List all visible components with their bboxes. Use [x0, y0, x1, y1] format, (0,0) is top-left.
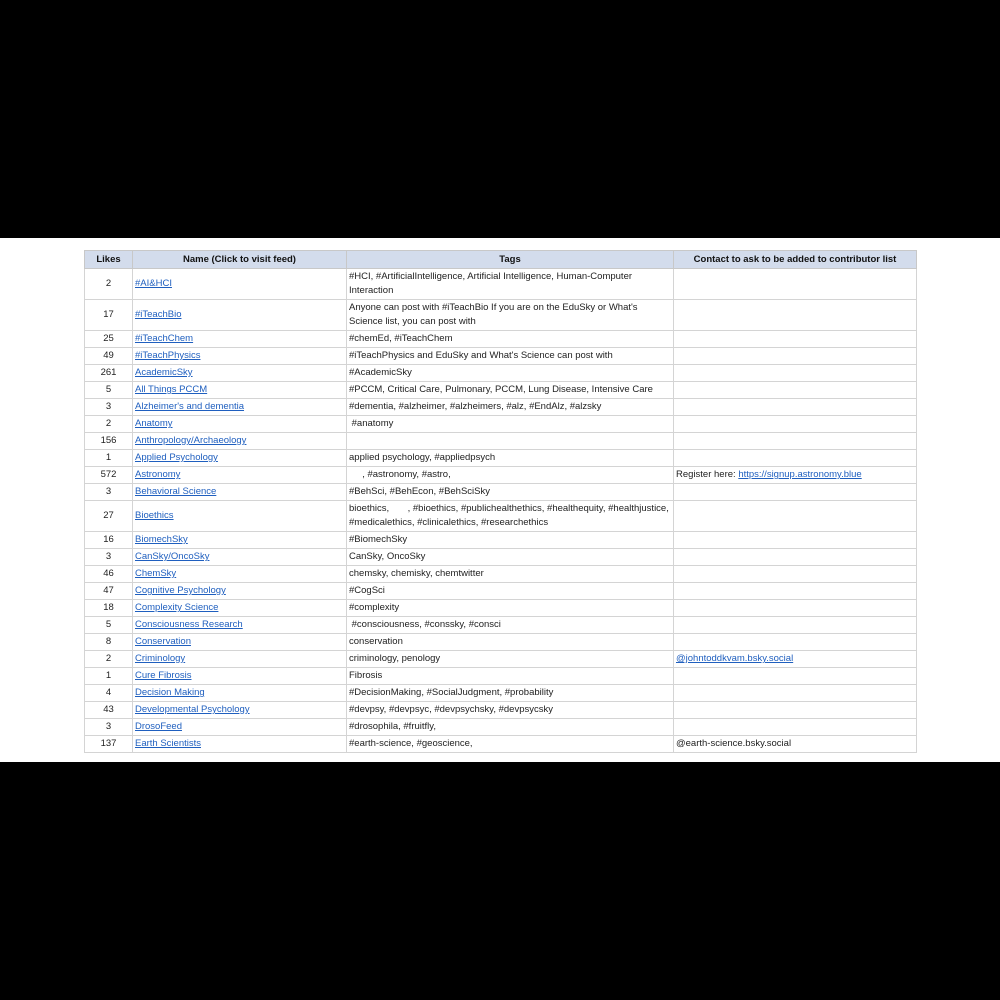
tags-text: CanSky, OncoSky	[349, 551, 426, 562]
feed-link[interactable]: Criminology	[135, 653, 186, 664]
feed-link[interactable]: ChemSky	[135, 568, 177, 579]
contact-cell	[674, 600, 917, 617]
name-cell	[133, 416, 347, 433]
tags-cell	[347, 450, 674, 467]
feed-link[interactable]: Astronomy	[135, 469, 181, 480]
tags-cell	[347, 532, 674, 549]
table-row	[85, 450, 917, 467]
table-row	[85, 365, 917, 382]
tags-text: Fibrosis	[349, 670, 383, 681]
tags-text: #drosophila, #fruitfly,	[349, 721, 436, 732]
name-cell	[133, 269, 347, 300]
table-row	[85, 566, 917, 583]
table-row	[85, 634, 917, 651]
table-row	[85, 702, 917, 719]
contact-cell	[674, 702, 917, 719]
likes-cell: 49	[85, 348, 133, 365]
tags-text: #devpsy, #devpsyc, #devpsychsky, #devpsycsky	[349, 704, 553, 715]
tags-text: chemsky, chemisky, chemtwitter	[349, 568, 484, 579]
likes-cell: 27	[85, 501, 133, 532]
name-cell	[133, 300, 347, 331]
tags-cell	[347, 600, 674, 617]
feed-link[interactable]: AcademicSky	[135, 367, 193, 378]
contact-cell	[674, 668, 917, 685]
tags-cell	[347, 484, 674, 501]
name-cell	[133, 348, 347, 365]
tags-text: applied psychology, #appliedpsych	[349, 452, 496, 463]
tags-cell	[347, 651, 674, 668]
contact-cell	[674, 583, 917, 600]
tags-text: #iTeachPhysics and EduSky and What's Science can post with	[349, 350, 613, 361]
tags-cell	[347, 719, 674, 736]
likes-cell: 2	[85, 651, 133, 668]
contact-link[interactable]: https://signup.astronomy.blue	[738, 469, 862, 480]
name-cell	[133, 532, 347, 549]
likes-cell: 47	[85, 583, 133, 600]
table-row	[85, 484, 917, 501]
contact-cell	[674, 399, 917, 416]
contact-cell	[674, 484, 917, 501]
tags-cell	[347, 566, 674, 583]
tags-cell	[347, 300, 674, 331]
likes-cell: 1	[85, 450, 133, 467]
feed-link[interactable]: #iTeachChem	[135, 333, 194, 344]
likes-cell: 16	[85, 532, 133, 549]
table-row	[85, 416, 917, 433]
contact-cell	[674, 651, 917, 668]
feed-link[interactable]: CanSky/OncoSky	[135, 551, 210, 562]
tags-text: , #astronomy, #astro,	[349, 469, 451, 480]
name-cell	[133, 617, 347, 634]
tags-cell	[347, 617, 674, 634]
tags-text: #BiomechSky	[349, 534, 408, 545]
feed-link[interactable]: Anatomy	[135, 418, 173, 429]
header-row	[85, 251, 917, 269]
name-cell	[133, 719, 347, 736]
feed-link[interactable]: Applied Psychology	[135, 452, 218, 463]
contact-cell	[674, 365, 917, 382]
feed-link[interactable]: Anthropology/Archaeology	[135, 435, 247, 446]
tags-text: #dementia, #alzheimer, #alzheimers, #alz, #EndAlz, #alzsky	[349, 401, 602, 412]
tags-cell	[347, 416, 674, 433]
feed-link[interactable]: Decision Making	[135, 687, 205, 698]
contact-cell	[674, 450, 917, 467]
name-cell	[133, 685, 347, 702]
tags-text: conservation	[349, 636, 403, 647]
tags-text: #AcademicSky	[349, 367, 412, 378]
likes-cell: 261	[85, 365, 133, 382]
name-cell	[133, 549, 347, 566]
tags-cell	[347, 331, 674, 348]
name-cell	[133, 566, 347, 583]
name-cell	[133, 382, 347, 399]
likes-cell: 3	[85, 484, 133, 501]
table-row	[85, 736, 917, 753]
name-cell	[133, 331, 347, 348]
table-row	[85, 300, 917, 331]
tags-cell	[347, 269, 674, 300]
feed-link[interactable]: Alzheimer's and dementia	[135, 401, 245, 412]
likes-cell: 156	[85, 433, 133, 450]
likes-cell: 137	[85, 736, 133, 753]
table-row	[85, 348, 917, 365]
table-body	[85, 269, 917, 753]
table-row	[85, 600, 917, 617]
name-cell	[133, 583, 347, 600]
table-row	[85, 617, 917, 634]
feed-link[interactable]: Cognitive Psychology	[135, 585, 226, 596]
name-cell	[133, 450, 347, 467]
feeds-table	[84, 250, 917, 753]
contact-cell	[674, 617, 917, 634]
contact-cell	[674, 736, 917, 753]
likes-cell: 5	[85, 617, 133, 634]
feed-link[interactable]: #iTeachPhysics	[135, 350, 201, 361]
tags-cell	[347, 348, 674, 365]
likes-cell: 43	[85, 702, 133, 719]
tags-text: Anyone can post with #iTeachBio If you are on the EduSky or What's Science list, you can post with	[349, 302, 641, 327]
name-cell	[133, 399, 347, 416]
table-row	[85, 549, 917, 566]
contact-cell	[674, 467, 917, 484]
contact-cell	[674, 719, 917, 736]
tags-text: #complexity	[349, 602, 400, 613]
likes-cell: 2	[85, 416, 133, 433]
name-cell	[133, 484, 347, 501]
likes-cell: 1	[85, 668, 133, 685]
name-cell	[133, 600, 347, 617]
tags-cell	[347, 433, 674, 450]
tags-text: #PCCM, Critical Care, Pulmonary, PCCM, Lung Disease, Intensive Care	[349, 384, 653, 395]
feed-link[interactable]: Earth Scientists	[135, 738, 201, 749]
name-cell	[133, 433, 347, 450]
table-row	[85, 331, 917, 348]
contact-cell	[674, 382, 917, 399]
table-row	[85, 651, 917, 668]
name-cell	[133, 365, 347, 382]
tags-text: #BehSci, #BehEcon, #BehSciSky	[349, 486, 491, 497]
contact-handle: @earth-science.bsky.social	[676, 738, 792, 749]
name-cell	[133, 736, 347, 753]
table-row	[85, 382, 917, 399]
tags-text: bioethics, , #bioethics, #publichealthethics, #healthequity, #healthjustice, #medicalethics, #clinicalethics, #researchethics	[349, 503, 672, 528]
contact-cell	[674, 300, 917, 331]
name-cell	[133, 467, 347, 484]
likes-cell: 18	[85, 600, 133, 617]
table-row	[85, 532, 917, 549]
tags-text: #HCI, #ArtificialIntelligence, Artificial Intelligence, Human-Computer Interaction	[349, 271, 635, 296]
feed-link[interactable]: Conservation	[135, 636, 191, 647]
tags-cell	[347, 702, 674, 719]
table-row	[85, 433, 917, 450]
tags-text: criminology, penology	[349, 653, 441, 664]
tags-cell	[347, 685, 674, 702]
feed-link[interactable]: Consciousness Research	[135, 619, 243, 630]
contact-cell	[674, 348, 917, 365]
contact-cell	[674, 634, 917, 651]
feed-link[interactable]: DrosoFeed	[135, 721, 182, 732]
spreadsheet-view	[0, 238, 1000, 762]
likes-cell: 5	[85, 382, 133, 399]
tags-text: #DecisionMaking, #SocialJudgment, #probability	[349, 687, 554, 698]
likes-cell: 25	[85, 331, 133, 348]
tags-text: #earth-science, #geoscience,	[349, 738, 473, 749]
tags-cell	[347, 549, 674, 566]
likes-cell: 3	[85, 719, 133, 736]
likes-cell: 4	[85, 685, 133, 702]
contact-link[interactable]: @johntoddkvam.bsky.social	[676, 653, 794, 664]
likes-cell: 2	[85, 269, 133, 300]
tags-cell	[347, 365, 674, 382]
tags-cell	[347, 501, 674, 532]
feed-link[interactable]: #AI&HCI	[135, 278, 172, 289]
likes-cell: 17	[85, 300, 133, 331]
contact-cell	[674, 532, 917, 549]
feed-link[interactable]: Behavioral Science	[135, 486, 217, 497]
contact-cell	[674, 566, 917, 583]
contact-cell	[674, 416, 917, 433]
contact-cell	[674, 549, 917, 566]
contact-cell	[674, 331, 917, 348]
name-cell	[133, 668, 347, 685]
tags-cell	[347, 467, 674, 484]
feed-link[interactable]: Cure Fibrosis	[135, 670, 192, 681]
name-cell	[133, 634, 347, 651]
table-row	[85, 501, 917, 532]
tags-cell	[347, 668, 674, 685]
feed-link[interactable]: Developmental Psychology	[135, 704, 250, 715]
table-row	[85, 467, 917, 484]
feed-link[interactable]: BiomechSky	[135, 534, 188, 545]
tags-cell	[347, 399, 674, 416]
contact-prefix: Register here:	[676, 469, 739, 480]
likes-cell: 8	[85, 634, 133, 651]
contact-cell	[674, 269, 917, 300]
tags-column-header[interactable]: Tags	[347, 251, 674, 269]
tags-text: #consciousness, #conssky, #consci	[349, 619, 501, 630]
table-row	[85, 269, 917, 300]
feed-link[interactable]: #iTeachBio	[135, 309, 182, 320]
name-cell	[133, 702, 347, 719]
likes-cell: 572	[85, 467, 133, 484]
contact-cell	[674, 501, 917, 532]
tags-text: #chemEd, #iTeachChem	[349, 333, 453, 344]
feed-link[interactable]: Complexity Science	[135, 602, 219, 613]
table-row	[85, 719, 917, 736]
tags-text: #CogSci	[349, 585, 385, 596]
table-row	[85, 583, 917, 600]
contact-cell	[674, 685, 917, 702]
name-column-header[interactable]: Name (Click to visit feed)	[133, 251, 347, 269]
table-row	[85, 668, 917, 685]
feed-link[interactable]: All Things PCCM	[135, 384, 208, 395]
name-cell	[133, 501, 347, 532]
tags-cell	[347, 736, 674, 753]
table-row	[85, 399, 917, 416]
likes-cell: 46	[85, 566, 133, 583]
tags-text: #anatomy	[349, 418, 394, 429]
contact-column-header[interactable]: Contact to ask to be added to contributor list	[674, 251, 917, 269]
likes-cell: 3	[85, 399, 133, 416]
tags-cell	[347, 583, 674, 600]
tags-cell	[347, 382, 674, 399]
tags-cell	[347, 634, 674, 651]
table-row	[85, 685, 917, 702]
contact-cell	[674, 433, 917, 450]
likes-column-header[interactable]: Likes	[85, 251, 133, 269]
name-cell	[133, 651, 347, 668]
likes-cell: 3	[85, 549, 133, 566]
feed-link[interactable]: Bioethics	[135, 510, 174, 521]
